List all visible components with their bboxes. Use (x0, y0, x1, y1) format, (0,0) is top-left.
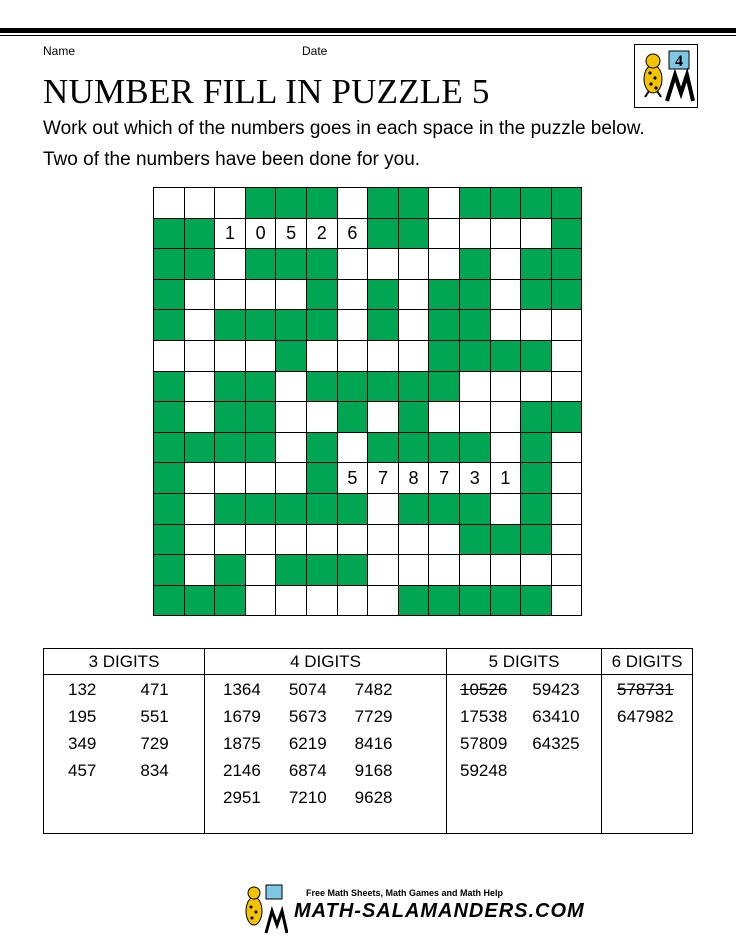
green-cell (460, 188, 491, 219)
green-cell (399, 219, 430, 250)
blank-cell[interactable] (338, 280, 369, 311)
green-cell (307, 463, 338, 494)
green-cell (399, 586, 430, 617)
green-cell (399, 494, 430, 525)
blank-cell[interactable] (215, 525, 246, 556)
salamander-icon (635, 45, 697, 107)
green-cell (307, 372, 338, 403)
filled-digit-cell[interactable]: 5 (338, 463, 369, 494)
filled-digit-cell[interactable]: 7 (429, 463, 460, 494)
green-cell (338, 555, 369, 586)
blank-cell[interactable] (399, 249, 430, 280)
green-cell (429, 341, 460, 372)
number-sub-column (289, 676, 327, 811)
blank-cell[interactable] (368, 525, 399, 556)
green-cell (154, 280, 185, 311)
blank-cell[interactable] (185, 188, 216, 219)
blank-cell[interactable] (368, 249, 399, 280)
blank-cell[interactable] (429, 219, 460, 250)
blank-cell[interactable] (246, 555, 277, 586)
filled-digit-cell[interactable]: 8 (399, 463, 430, 494)
blank-cell[interactable] (246, 586, 277, 617)
number-item: 6874 (288, 761, 327, 780)
blank-cell[interactable] (552, 433, 583, 464)
green-cell (276, 494, 307, 525)
heading-6-digits: 6 DIGITS (602, 649, 692, 675)
green-cell (154, 494, 185, 525)
blank-cell[interactable] (368, 586, 399, 617)
blank-cell[interactable] (246, 280, 277, 311)
blank-cell[interactable] (460, 372, 491, 403)
blank-cell[interactable] (460, 555, 491, 586)
green-cell (368, 188, 399, 219)
number-item: 7210 (288, 788, 327, 807)
green-cell (552, 280, 583, 311)
heading-3-digits: 3 DIGITS (44, 649, 204, 675)
green-cell (185, 586, 216, 617)
grade-badge-number: 4 (675, 53, 683, 70)
green-cell (307, 310, 338, 341)
blank-cell[interactable] (552, 310, 583, 341)
green-cell (246, 433, 277, 464)
footer-tagline: Free Math Sheets, Math Games and Math Help (306, 888, 504, 898)
number-item: 59248 (460, 761, 508, 780)
filled-digit-cell[interactable]: 2 (307, 219, 338, 250)
blank-cell[interactable] (154, 188, 185, 219)
blank-cell[interactable] (185, 310, 216, 341)
blank-cell[interactable] (307, 341, 338, 372)
green-cell (460, 586, 491, 617)
number-item: 63410 (532, 707, 580, 726)
blank-cell[interactable] (429, 555, 460, 586)
green-cell (154, 249, 185, 280)
number-sub-column (532, 676, 579, 784)
blank-cell[interactable] (246, 341, 277, 372)
green-cell (521, 586, 552, 617)
blank-cell[interactable] (491, 310, 522, 341)
green-cell (246, 249, 277, 280)
blank-cell[interactable] (491, 372, 522, 403)
heading-5-digits: 5 DIGITS (447, 649, 601, 675)
green-cell (552, 219, 583, 250)
blank-cell[interactable] (491, 433, 522, 464)
green-cell (399, 402, 430, 433)
blank-cell[interactable] (185, 402, 216, 433)
blank-cell[interactable] (185, 372, 216, 403)
blank-cell[interactable] (307, 525, 338, 556)
blank-cell[interactable] (521, 372, 552, 403)
blank-cell[interactable] (552, 463, 583, 494)
blank-cell[interactable] (276, 372, 307, 403)
green-cell (399, 372, 430, 403)
blank-cell[interactable] (338, 433, 369, 464)
green-cell (368, 433, 399, 464)
green-cell (307, 494, 338, 525)
blank-cell[interactable] (246, 525, 277, 556)
green-cell (215, 310, 246, 341)
green-cell (215, 372, 246, 403)
green-cell (429, 494, 460, 525)
blank-cell[interactable] (552, 586, 583, 617)
blank-cell[interactable] (185, 280, 216, 311)
number-item: 1875 (223, 734, 261, 753)
number-item: 5074 (288, 680, 327, 699)
column-4-digits (204, 649, 446, 833)
blank-cell[interactable] (552, 494, 583, 525)
green-cell (491, 525, 522, 556)
column-5-digits (446, 649, 601, 833)
green-cell (154, 555, 185, 586)
green-cell (154, 402, 185, 433)
filled-digit-cell[interactable]: 7 (368, 463, 399, 494)
green-cell (521, 463, 552, 494)
green-cell (552, 402, 583, 433)
blank-cell[interactable] (491, 402, 522, 433)
blank-cell[interactable] (552, 341, 583, 372)
blank-cell[interactable] (215, 249, 246, 280)
blank-cell[interactable] (521, 219, 552, 250)
blank-cell[interactable] (491, 249, 522, 280)
number-item: 57809 (460, 734, 508, 753)
number-item: 9168 (354, 761, 393, 780)
blank-cell[interactable] (429, 188, 460, 219)
puzzle-grid (153, 187, 582, 616)
blank-cell[interactable] (338, 586, 369, 617)
blank-cell[interactable] (338, 249, 369, 280)
filled-digit-cell[interactable]: 1 (491, 463, 522, 494)
green-cell (185, 249, 216, 280)
green-cell (276, 249, 307, 280)
green-cell (460, 494, 491, 525)
number-item: 647982 (617, 707, 674, 726)
blank-cell[interactable] (154, 341, 185, 372)
green-cell (307, 188, 338, 219)
green-cell (399, 433, 430, 464)
blank-cell[interactable] (460, 219, 491, 250)
blank-cell[interactable] (338, 310, 369, 341)
number-list-table (43, 648, 693, 834)
blank-cell[interactable] (399, 341, 430, 372)
green-cell (460, 433, 491, 464)
blank-cell[interactable] (185, 555, 216, 586)
green-cell (552, 188, 583, 219)
green-cell (521, 402, 552, 433)
blank-cell[interactable] (399, 310, 430, 341)
green-cell (552, 249, 583, 280)
green-cell (521, 494, 552, 525)
green-cell (521, 433, 552, 464)
blank-cell[interactable] (552, 372, 583, 403)
filled-digit-cell[interactable]: 6 (338, 219, 369, 250)
blank-cell[interactable] (185, 463, 216, 494)
green-cell (154, 310, 185, 341)
number-sub-column (460, 676, 507, 784)
green-cell (215, 433, 246, 464)
green-cell (154, 463, 185, 494)
footer-site-name: MATH-SALAMANDERS.COM (294, 900, 585, 922)
number-item: 1679 (223, 707, 261, 726)
number-item: 729 (140, 734, 169, 753)
green-cell (338, 372, 369, 403)
green-cell (460, 280, 491, 311)
top-rule (0, 28, 736, 33)
green-cell (368, 280, 399, 311)
green-cell (215, 555, 246, 586)
date-label: Date (302, 44, 328, 58)
blank-cell[interactable] (276, 525, 307, 556)
blank-cell[interactable] (399, 525, 430, 556)
green-cell (276, 555, 307, 586)
green-cell (521, 188, 552, 219)
green-cell (429, 310, 460, 341)
number-item: 6219 (288, 734, 327, 753)
used-number: 10526 (460, 680, 508, 699)
green-cell (368, 310, 399, 341)
filled-digit-cell[interactable]: 1 (215, 219, 246, 250)
blank-cell[interactable] (429, 525, 460, 556)
green-cell (154, 433, 185, 464)
number-item: 17538 (460, 707, 508, 726)
green-cell (246, 372, 277, 403)
green-cell (521, 341, 552, 372)
green-cell (154, 372, 185, 403)
filled-digit-cell[interactable]: 0 (246, 219, 277, 250)
column-3-digits (44, 649, 204, 833)
number-item: 457 (68, 761, 97, 780)
blank-cell[interactable] (338, 188, 369, 219)
blank-cell[interactable] (338, 341, 369, 372)
green-cell (307, 555, 338, 586)
blank-cell[interactable] (552, 525, 583, 556)
heading-4-digits: 4 DIGITS (205, 649, 446, 675)
blank-cell[interactable] (460, 402, 491, 433)
green-cell (185, 219, 216, 250)
blank-cell[interactable] (276, 280, 307, 311)
green-cell (460, 249, 491, 280)
green-cell (429, 586, 460, 617)
green-cell (276, 188, 307, 219)
number-item: 59423 (532, 680, 580, 699)
number-item: 2951 (223, 788, 261, 807)
blank-cell[interactable] (491, 555, 522, 586)
number-item: 8416 (354, 734, 393, 753)
number-sub-column (140, 676, 168, 784)
blank-cell[interactable] (215, 280, 246, 311)
green-cell (215, 402, 246, 433)
green-cell (429, 433, 460, 464)
green-cell (368, 372, 399, 403)
green-cell (276, 310, 307, 341)
number-item: 1364 (223, 680, 261, 699)
blank-cell[interactable] (521, 555, 552, 586)
top-rule-thin (0, 35, 736, 36)
green-cell (429, 280, 460, 311)
green-cell (521, 280, 552, 311)
green-cell (246, 402, 277, 433)
blank-cell[interactable] (552, 555, 583, 586)
column-6-digits (601, 649, 692, 833)
number-item: 7729 (354, 707, 393, 726)
green-cell (185, 433, 216, 464)
blank-cell[interactable] (368, 402, 399, 433)
blank-cell[interactable] (276, 586, 307, 617)
green-cell (154, 525, 185, 556)
blank-cell[interactable] (215, 341, 246, 372)
blank-cell[interactable] (215, 463, 246, 494)
blank-cell[interactable] (338, 525, 369, 556)
green-cell (307, 433, 338, 464)
blank-cell[interactable] (429, 402, 460, 433)
blank-cell[interactable] (307, 402, 338, 433)
green-cell (368, 219, 399, 250)
green-cell (307, 280, 338, 311)
green-cell (307, 249, 338, 280)
number-item: 5673 (288, 707, 327, 726)
footer-salamander-icon (240, 883, 288, 935)
blank-cell[interactable] (491, 219, 522, 250)
number-item: 195 (68, 707, 97, 726)
green-cell (491, 188, 522, 219)
green-cell (460, 525, 491, 556)
green-cell (338, 402, 369, 433)
number-item: 834 (140, 761, 169, 780)
number-sub-column (355, 676, 393, 811)
blank-cell[interactable] (368, 555, 399, 586)
blank-cell[interactable] (491, 494, 522, 525)
used-number: 578731 (617, 680, 674, 699)
blank-cell[interactable] (215, 188, 246, 219)
green-cell (338, 494, 369, 525)
name-label: Name (43, 44, 76, 58)
blank-cell[interactable] (399, 280, 430, 311)
green-cell (246, 494, 277, 525)
green-cell (399, 188, 430, 219)
number-item: 64325 (532, 734, 580, 753)
blank-cell[interactable] (491, 280, 522, 311)
instruction-line-1: Work out which of the numbers goes in each space in the puzzle below. (43, 118, 645, 139)
instruction-line-2: Two of the numbers have been done for you. (43, 149, 421, 170)
blank-cell[interactable] (521, 310, 552, 341)
green-cell (215, 586, 246, 617)
green-cell (215, 494, 246, 525)
blank-cell[interactable] (276, 433, 307, 464)
number-item: 132 (68, 680, 97, 699)
number-sub-column (617, 676, 674, 730)
green-cell (276, 341, 307, 372)
green-cell (154, 219, 185, 250)
filled-digit-cell[interactable]: 5 (276, 219, 307, 250)
blank-cell[interactable] (276, 463, 307, 494)
blank-cell[interactable] (276, 402, 307, 433)
blank-cell[interactable] (185, 525, 216, 556)
number-item: 471 (140, 680, 169, 699)
blank-cell[interactable] (185, 494, 216, 525)
green-cell (521, 249, 552, 280)
filled-digit-cell[interactable]: 3 (460, 463, 491, 494)
blank-cell[interactable] (307, 586, 338, 617)
blank-cell[interactable] (429, 249, 460, 280)
blank-cell[interactable] (185, 341, 216, 372)
number-item: 349 (68, 734, 97, 753)
blank-cell[interactable] (246, 463, 277, 494)
green-cell (460, 310, 491, 341)
number-sub-column (68, 676, 96, 784)
green-cell (429, 372, 460, 403)
green-cell (521, 525, 552, 556)
number-item: 551 (140, 707, 169, 726)
number-item: 7482 (354, 680, 393, 699)
green-cell (246, 188, 277, 219)
page-title: NUMBER FILL IN PUZZLE 5 (43, 72, 490, 111)
blank-cell[interactable] (368, 341, 399, 372)
number-item: 2146 (223, 761, 261, 780)
grade-logo (634, 44, 698, 108)
green-cell (491, 586, 522, 617)
blank-cell[interactable] (368, 494, 399, 525)
green-cell (491, 341, 522, 372)
green-cell (246, 310, 277, 341)
number-sub-column (223, 676, 261, 811)
green-cell (154, 586, 185, 617)
number-item: 9628 (354, 788, 393, 807)
blank-cell[interactable] (399, 555, 430, 586)
green-cell (460, 341, 491, 372)
